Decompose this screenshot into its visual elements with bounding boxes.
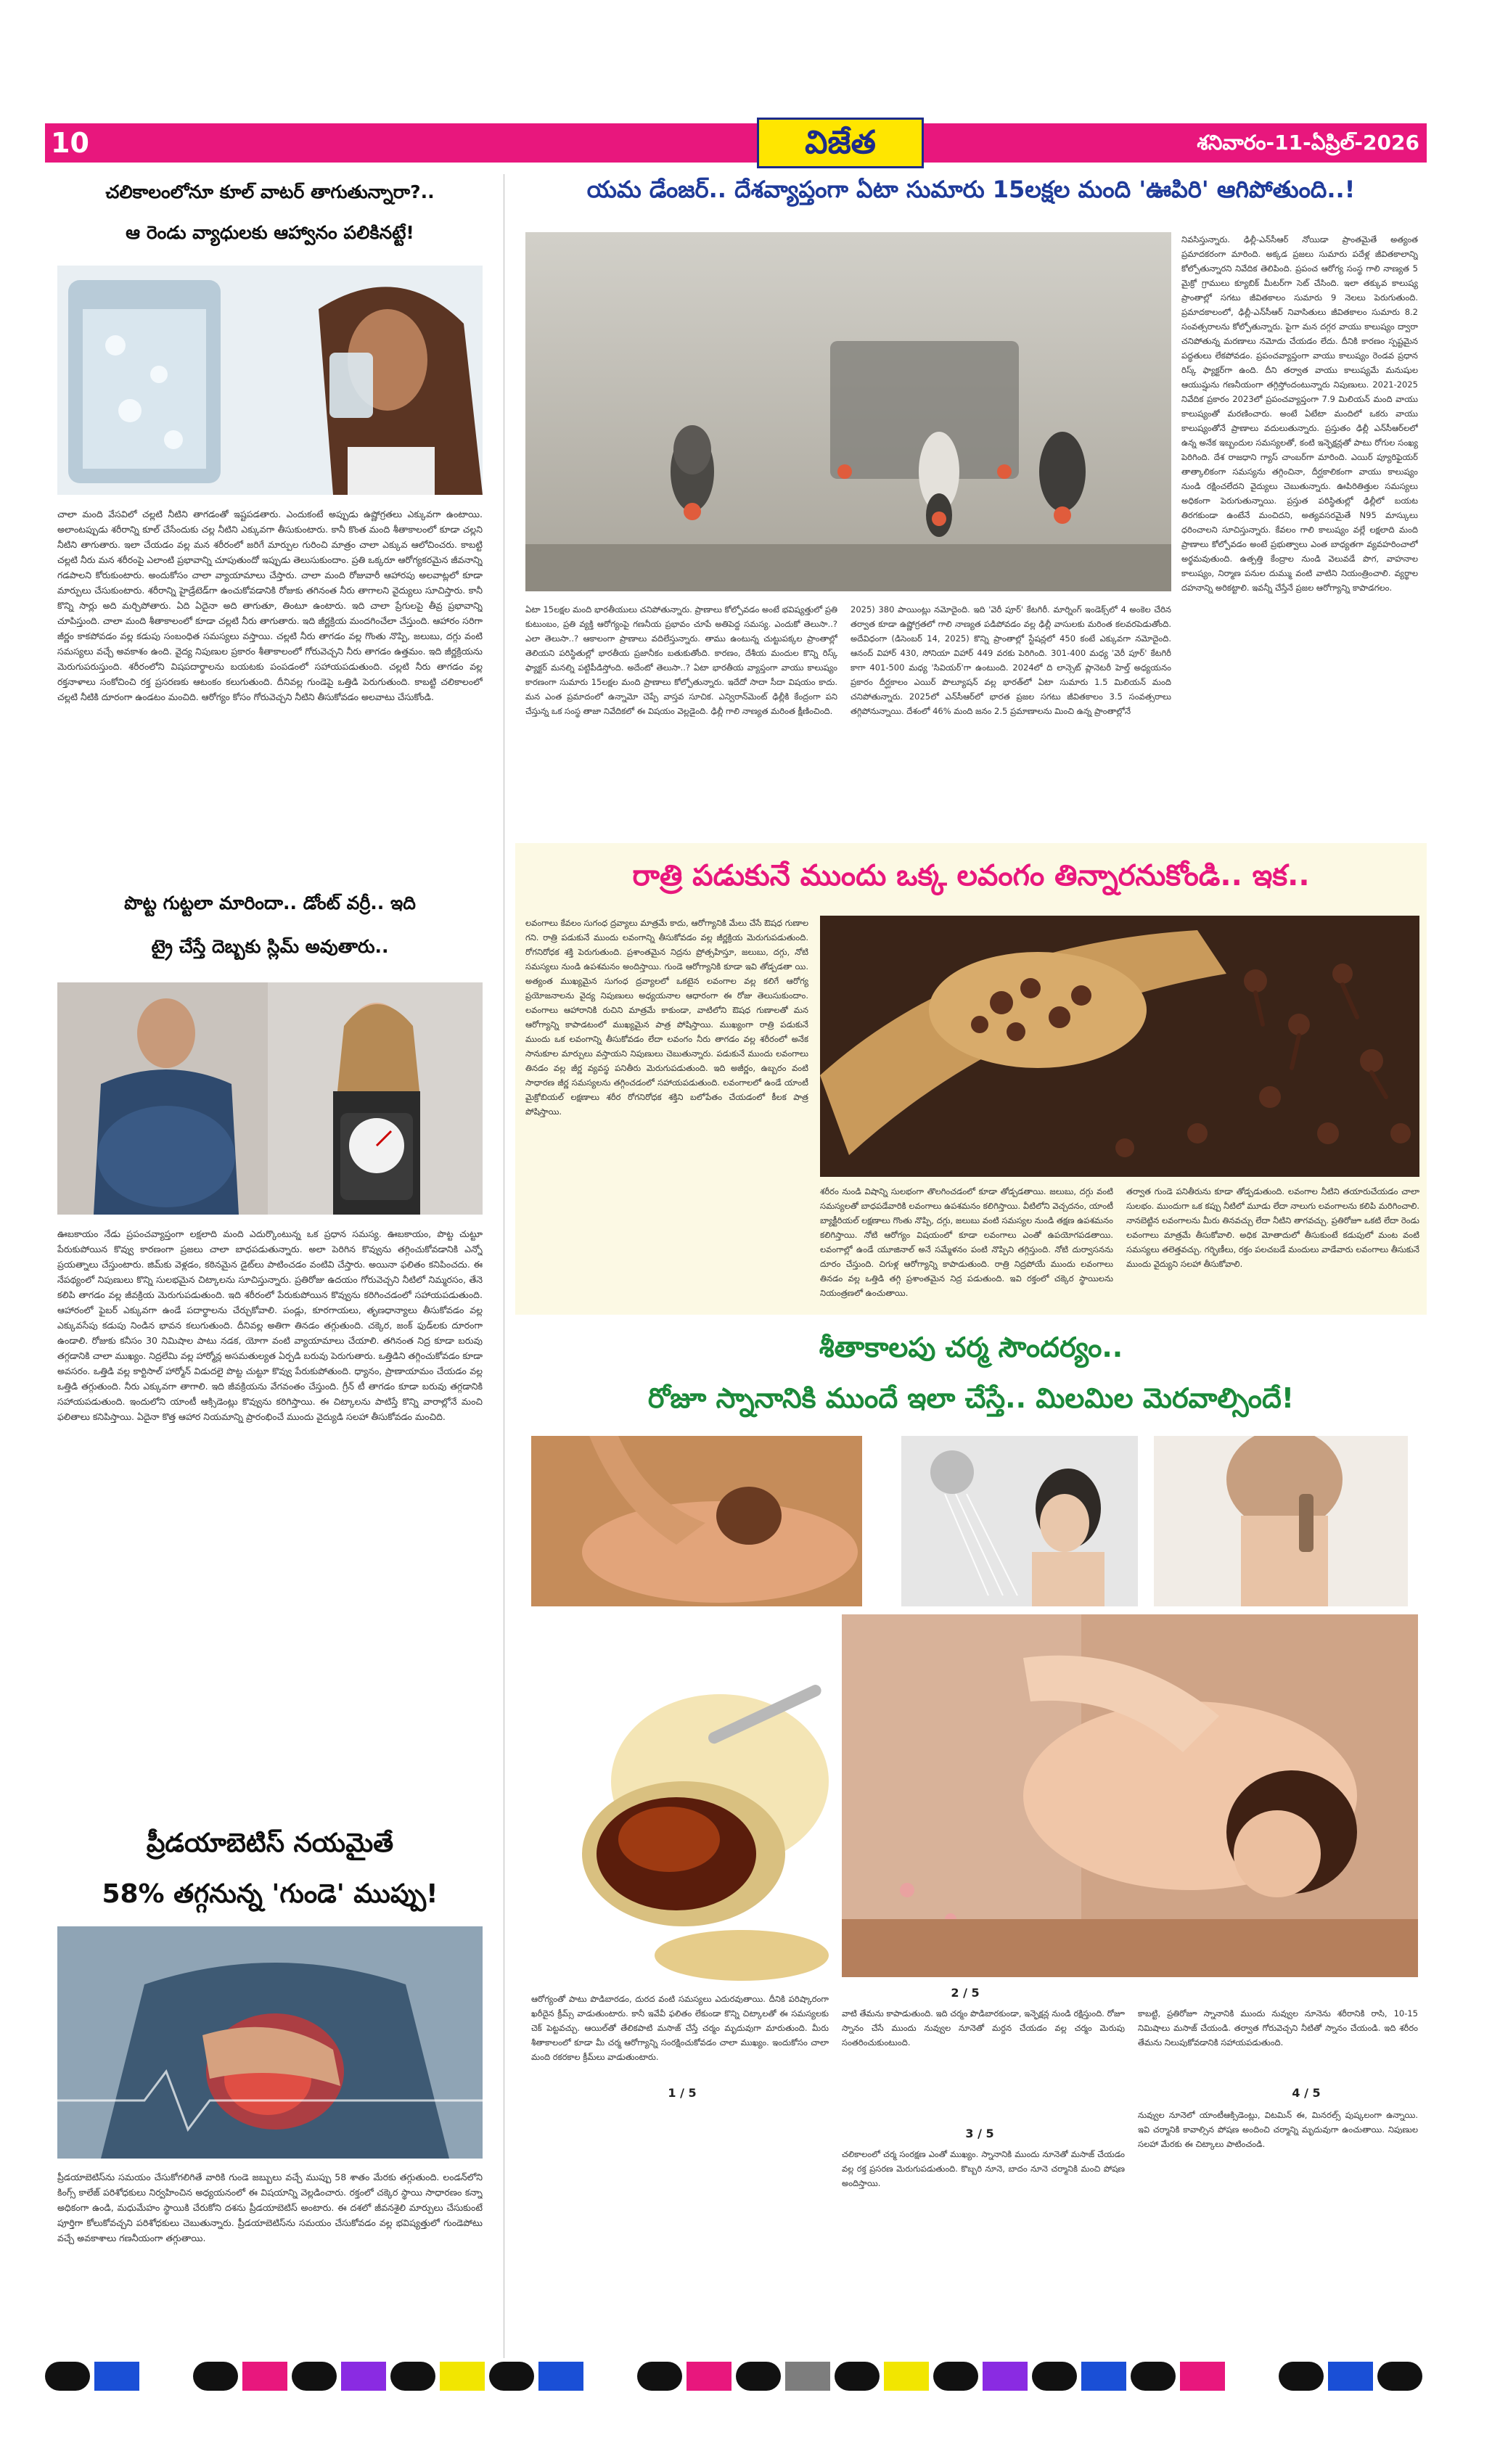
strip-swatch: [1377, 2362, 1422, 2391]
paper-logo: [757, 118, 924, 168]
prediabetes-body: ప్రీడయాబెటిస్‌ను సమయం చేసుకోగలిగితే వారికి గుండె జబ్బులు వచ్చే ముప్పు 58 శాతం మేరకు తగ్గుతుంది. లండన్‌లోని కింగ్స్ కాలేజ్ పరిశోధకులు నిర్వహించిన అధ్యయనంలో ఈ విషయాన్ని వెల్లడించారు. రక్తంలో చక్కెర స్థాయి సాధారణం కన్నా అధికంగా ఉండి, మధుమేహం స్థాయికి చేరుకోని దశను ప్రీడయాబెటిస్ అంటారు. ఈ దశలో జీవనశైలి మార్పులు చేసుకుంటే పూర్తిగా కోలుకోవచ్చని పరిశోధకులు చెబుతున్నారు. ప్రీడయాబెటిస్‌ను సమయం చేసుకోవడం వల్ల భవిష్యత్తులో గుండెపోటు వచ్చే అవకాశాలు గణనీయంగా తగ్గుతాయి.: [57, 2172, 483, 2243]
strip-swatch: [1032, 2362, 1077, 2391]
cool-water-headline-2: ఆ రెండు వ్యాధులకు ఆహ్వానం పలికినట్టే!: [126, 222, 414, 243]
skin-body-left: ఆరోగ్యంతో పాటు పొడిబారడం, దురద వంటి సమస్యలు ఎదురవుతాయి. దీనికి పరిష్కారంగా ఖరీదైన క్రీమ్స్ వాడుతుంటారు. కానీ ఇవేవీ ఫలితం లేకుండా కొన్ని చిట్కాలతో ఈ సమస్యలకు చెక్ పెట్టవచ్చు. ఆయిల్‌తో తేలికపాటి మసాజ్ చేస్తే చర్మం మృదువుగా మారుతుంది. మీరు శీతాకాలంలో కూడా మీ చర్మ ఆరోగ్యాన్ని సంరక్షించుకోవడం చాలా ముఖ్యం. ఇందుకోసం చాలా మంది రకరకాల క్రీమ్‌లు వాడుతుంటారు.: [531, 1994, 829, 2062]
skin-body-right-2: నువ్వుల నూనెలో యాంటీఆక్సిడెంట్లు, విటమిన్ ఈ, మినరల్స్ పుష్కలంగా ఉన్నాయి. ఇవి చర్మానికి కావాల్సిన పోషణ అందించి చర్మాన్ని మృదువుగా ఉంచుతాయి. నిపుణుల సలహా మేరకు ఈ చిట్కాలు పాటించండి.: [1138, 2110, 1418, 2149]
paper-name: విజేత: [805, 124, 876, 161]
strip-swatch: [1229, 2362, 1274, 2391]
pollution-body-bottom-1: ఏటా 15లక్షల మంది భారతీయులు చనిపోతున్నారు. ప్రాణాలు కోల్పోవడం అంటే భవిష్యత్తులో ప్రతి కుటుంబం, ప్రతి వ్యక్తి ఆరోగ్యంపై గణనీయ ప్రభావం చూపే అతిపెద్ద సమస్య. ఎందుకో తెలుసా..? ఎలా తెలుసా..? ఆకాలంగా ప్రాణాలు వదిలేస్తున్నారు. తాము ఉంటున్న చుట్టుపక్కల ప్రాంతాల్లో తెలియని పరిస్థితుల్లో భారతీయ ప్రజానీకం బతుకుతోంది. కారణం, దేశీయ మందుల కొన్ని రిస్క్ ఫ్యాక్టర్ మనల్ని పట్టిపీడిస్తోంది. అదేంటో తెలుసా..? ఏటా భారతీయ వ్యాప్తంగా వాయు కాలుష్యం కారణంగా సుమారు 15లక్షల మంది ప్రాణాలు కోల్పోతున్నారు. ఇదేదో సాదా సీదా విషయం కాదు. మన ఎంత ప్రమాదంలో ఉన్నామో చెప్పే వాస్తవ సూచిక. ఎన్విరాన్‌మెంట్ ఢిల్లీకి కేంద్రంగా పని చేస్తున్న ఒక సంస్థ తాజా నివేదికలో ఈ విషయం వెల్లడైంది. ఢిల్లీ గాలి నాణ్యత మరింత క్షీణించింది.: [525, 604, 837, 716]
strip-swatch: [588, 2362, 633, 2391]
caption-4-of-5: 4 / 5: [1292, 2086, 1321, 2100]
strip-swatch: [144, 2362, 189, 2391]
date-line: శనివారం-11-ఏప్రిల్-2026: [1197, 131, 1419, 155]
strip-swatch: [489, 2362, 534, 2391]
page-number: 10: [51, 127, 89, 159]
skin-serum-photo: [1154, 1436, 1408, 1606]
skin-article: [515, 1317, 1427, 2362]
heart-pain-photo: [57, 1926, 483, 2159]
strip-swatch: [341, 2362, 386, 2391]
weight-loss-photo: [57, 982, 483, 1215]
smog-traffic-photo: [525, 232, 1171, 591]
strip-swatch: [1131, 2362, 1176, 2391]
strip-swatch: [933, 2362, 978, 2391]
cloves-spoon-photo: [820, 916, 1419, 1177]
belly-body: ఊబకాయం నేడు ప్రపంచవ్యాప్తంగా లక్షలాది మంది ఎదుర్కొంటున్న ఒక ప్రధాన సమస్య. ఊబకాయం, పొట్ట చుట్టూ పేరుకుపోయిన కొవ్వు కారణంగా ప్రజలు చాలా బాధపడుతున్నారు. అలా పెరిగిన కొవ్వును తగ్గించుకోవడానికి ఎన్నో ప్రయత్నాలు చేస్తుంటారు. జిమ్‌కు వెళ్లడం, కఠినమైన డైట్‌లు పాటించడం వంటివి చేస్తారు. అయినా ఫలితం కనిపించదు. ఈ నేపథ్యంలో నిపుణులు కొన్ని సులభమైన చిట్కాలను సూచిస్తున్నారు. ప్రతిరోజు ఉదయం గోరువెచ్చని నీటిలో నిమ్మరసం, తేనె కలిపి తాగడం వల్ల జీవక్రియ మెరుగుపడుతుంది. ఇది శరీరంలో పేరుకుపోయిన కొవ్వును కరిగించడంలో సహాయపడుతుంది. ఆహారంలో ఫైబర్ ఎక్కువగా ఉండే పదార్థాలను చేర్చుకోవాలి. పండ్లు, కూరగాయలు, తృణధాన్యాలు తీసుకోవడం వల్ల ఎక్కువసేపు కడుపు నిండిన భావన కలుగుతుంది. దీనివల్ల అతిగా తినడం తగ్గుతుంది. చక్కెర, జంక్ ఫుడ్‌లకు దూరంగా ఉండాలి. రోజుకు కనీసం 30 నిమిషాల పాటు నడక, యోగా వంటి వ్యాయామాలు చేయాలి. తగినంత నిద్ర కూడా బరువు తగ్గడానికి చాలా ముఖ్యం. నిద్రలేమి వల్ల హార్మోన్ల అసమతుల్యత ఏర్పడి బరువు పెరుగుతారు. ఒత్తిడిని తగ్గించుకోవడం కూడా అవసరం. ఒత్తిడి వల్ల కార్టిసాల్ హార్మోన్ విడుదలై పొట్ట చుట్టూ కొవ్వు పేరుకుపోతుంది. ధ్యానం, ప్రాణాయామం చేయడం వల్ల ఒత్తిడి తగ్గుతుంది. నీరు ఎక్కువగా తాగాలి. ఇది జీవక్రియను వేగవంతం చేస్తుంది. గ్రీన్ టీ తాగడం కూడా బరువు తగ్గడానికి సహాయపడుతుంది. ఇందులోని యాంటీ ఆక్సిడెంట్లు కొవ్వును కరిగిస్తాయి. ఈ చిట్కాలను పాటిస్తే కొన్ని వారాల్లోనే మంచి ఫలితాలు కనిపిస్తాయి. ఏదైనా కొత్త ఆహార నియమాన్ని ప్రారంభించే ముందు వైద్యుడి సలహా తీసుకోవడం మంచిది.: [57, 1228, 483, 1422]
pollution-body-right: నివసిస్తున్నారు. ఢిల్లీ-ఎన్‌సీఆర్ నోయిడా ప్రాంతమైతే అత్యంత ప్రమాదకరంగా మారింది. అక్కడ ప్రజలు సుమారు పదేళ్ల జీవితకాలాన్ని కోల్పోతున్నారని నివేదిక తెలిపింది. ప్రపంచ ఆరోగ్య సంస్థ గాలి నాణ్యత 5 మైక్రో గ్రాములు క్యూబిక్ మీటర్‌గా సెట్ చేసింది. ఇలా తక్కువ కాలుష్య ప్రాంతాల్లో సగటు జీవితకాలం సుమారు 9 నెలలు పెరుగుతుంది. ప్రమాదకాలంలో, ఢిల్లీ-ఎన్‌సీఆర్ నివాసితులు జీవితకాలం సుమారు 8.2 సంవత్సరాలను కోల్పోతున్నారు. పైగా మన దగ్గర వాయు కాలుష్యం ద్వారా చనిపోతున్న మరణాలు నమోదు చేయడం లేదు. దీనికి కారణం స్పష్టమైన పద్ధతులు లేకపోవడం. ప్రపంచవ్యాప్తంగా వాయు కాలుష్యం రెండవ ప్రధాన రిస్క్ ఫ్యాక్టర్‌గా ఉంది. దీని తర్వాత వాయు కాలుష్యమే మనుషుల ఆయుష్షును గణనీయంగా తగ్గిస్తోందంటున్నారు నిపుణులు. 2021-2025 నివేదిక ప్రకారం 2023లో ప్రపంచవ్యాప్తంగా 7.9 మిలియన్ మంది వాయు కాలుష్యంతో మరణించారు. అంటే ఏటేటా మందిలో ఒకరు వాయు కాలుష్యంతోనే ప్రాణాలు వదులుతున్నారు. ప్రస్తుతం ఢిల్లీ ఎన్‌సీఆర్‌లలో ఉన్న అనేక ఇబ్బందుల సమస్యలతో, కంటి ఇన్ఫెక్షన్లతో పాటు రోగుల సంఖ్య పెరిగింది. దేశ రాజధాని గ్యాస్ చాంబర్‌గా మారింది. ఎయిర్ ప్యూరిఫైయర్ తాత్కాలికంగా సమస్యను తగ్గించినా, దీర్ఘకాలికంగా వాయు కాలుష్యం నుండి రక్షించలేదని వైద్యులు చెబుతున్నారు. ఊపిరితిత్తుల సమస్యలు అధికంగా పెరుగుతున్నాయి. ప్రస్తుత పరిస్థితుల్లో ఢిల్లీలో బయట తిరగకుండా ఉంటేనే మంచిదని, అత్యవసరమైతే N95 మాస్కులు ధరించాలని సూచిస్తున్నారు. కేవలం గాలి కాలుష్యం వల్లే లక్షలాది మంది ప్రాణాలు కోల్పోవడం అంటే ప్రభుత్వాలు ఎంత బాధ్యతగా వ్యవహరించాలో అర్థమవుతుంది. ఉత్పత్తి కేంద్రాల నుండి వెలువడే పొగ, వాహనాల కాలుష్యం, నిర్మాణ పనుల దుమ్ము వంటి వాటిని నియంత్రించాలి. వ్యర్థాల దహనాన్ని అరికట్టాలి. ఇవన్నీ చేస్తేనే ప్రజల ఆరోగ్యాన్ని కాపాడగలం.: [1181, 234, 1418, 593]
cool-water-body: చాలా మంది వేసవిలో చల్లటి నీటిని తాగడంతో ఇష్టపడతారు. ఎందుకంటే అప్పుడు ఉష్ణోగ్రతలు ఎక్కువగా ఉంటాయి. అలాంటప్పుడు శరీరాన్ని కూల్ చేసేందుకు చల్ల నీటిని ఎక్కువగా తీసుకుంటారు. కానీ కొంత మంది శీతాకాలంలో కూడా చల్లని నీటిని తాగుతారు. ఇలా చేయడం వల్ల మన శరీరంలో జరిగే మార్పుల గురించి మాత్రం చాలా ఎక్కువ ఆలోచించరు. కాబట్టి చల్లటి నీరు మన శరీరంపై ఎలాంటి ప్రభావాన్ని చూపుతుందో ఇప్పుడు తెలుసుకుందాం. ప్రతి ఒక్కరూ ఆరోగ్యకరమైన జీవనాన్ని గడపాలని కోరుకుంటారు. అందుకోసం చాలా వ్యాయామాలు చేస్తారు. చాలా మంది రోజువారీ ఆహారపు అలవాట్లలో కూడా మార్పులు చేసుకుంటారు. శరీరాన్ని హైడ్రేటెడ్‌గా ఉంచుకోవడానికి రోజుకు తగినంత నీరు తాగాలని వైద్యులు సూచిస్తారు. కానీ కొన్ని సార్లు అది మర్చిపోతారు. ఏది ఏదైనా అది తాగుతూ, తింటూ ఉంటారు. ఇది చాలా ప్రేగులపై తీవ్ర ప్రభావాన్ని చూపిస్తుంది. చాలా మంది శీతాకాలంలో కూడా చల్లటి నీరు తాగుతారు. ఇది జీర్ణక్రియ మందగించేలా చేస్తుంది. ఆహారం సరిగా జీర్ణం కాకపోవడం వల్ల కడుపు సంబంధిత సమస్యలు వస్తాయి. చల్లటి నీరు తాగడం వల్ల గొంతు నొప్పి, జలుబు, దగ్గు వంటి సమస్యలు వచ్చే అవకాశం ఉంది. వైద్య నిపుణుల ప్రకారం శీతాకాలంలో గోరువెచ్చని నీరు తాగడం ఉత్తమం. ఇది జీర్ణక్రియను మెరుగుపరుస్తుంది. శరీరంలోని విషపదార్థాలను బయటకు పంపడంలో సహాయపడుతుంది. చల్లటి నీరు తాగడం వల్ల రక్తనాళాలు సంకోచించి రక్త ప్రసరణకు ఆటంకం కలుగుతుంది. దీనివల్ల గుండెపై ఒత్తిడి పెరుగుతుంది. కాబట్టి చలికాలంలో చల్లటి నీటికి దూరంగా ఉండటం మంచిది. ఆరోగ్యం కోసం గోరువెచ్చని నీటిని తీసుకోవడం అలవాటు చేసుకోండి.: [57, 509, 483, 702]
pollution-article: [515, 167, 1427, 842]
left-column: [45, 167, 495, 2362]
strip-swatch: [193, 2362, 238, 2391]
strip-swatch: [440, 2362, 485, 2391]
pollution-body-bottom-2: 2025) 380 పాయింట్లు నమోదైంది. ఇది 'వెరీ పూర్' కేటగిరీ. మార్నింగ్ ఇండెక్స్‌లో 4 అంకెల చేరిన తర్వాత కూడా ఉష్ణోగ్రతలో గాలి నాణ్యత పడిపోవడం వల్ల ఢిల్లీ వాసులకు మరింత కలవరపెడుతోంది. అదేవిధంగా (డిసెంబర్ 14, 2025) కొన్ని ప్రాంతాల్లో స్టేషన్లలో 450 కంటే ఎక్కువగా నమోదైంది. ఆనంద్ విహార్ 430, సోనియా విహార్ 449 వరకు పెరిగింది. 301-400 మధ్య 'వెరీ పూర్' కేటగిరీ కాగా 401-500 మధ్య 'సివియర్‌'గా ఉంటుంది. 2024లో ది లాన్సెట్ ప్లానెటరీ హెల్త్ అధ్యయనం ప్రకారం దీర్ఘకాలం ఎయిర్ పొల్యూషన్ వల్ల భారత్‌లో ఏటా సుమారు 1.5 మిలియన్ మంది చనిపోతున్నారు. 2025లో ఎన్‌సీఆర్‌లో భారత ప్రజల సగటు జీవితకాలం 3.5 సంవత్సరాలు తగ్గిపోనున్నాయి. దేశంలో 46% మంది జనం 2.5 ప్రమాణాలను మించి ఉన్న ప్రాంతాల్లోనే: [851, 604, 1171, 716]
cool-water-headline-1: చలికాలంలోనూ కూల్ వాటర్ తాగుతున్నారా?..: [105, 181, 435, 202]
skin-body-right-1: కాబట్టి, ప్రతిరోజూ స్నానానికి ముందు నువ్వుల నూనెను శరీరానికి రాసి, 10-15 నిమిషాలు మసాజ్ చేయండి. తర్వాత గోరువెచ్చని నీటితో స్నానం చేయండి. ఇది శరీరం తేమను నిలుపుకోవడానికి సహాయపడుతుంది.: [1138, 2008, 1418, 2048]
skin-headline-1: శీతాకాలపు చర్మ సౌందర్యం..: [819, 1331, 1123, 1363]
belly-headline-1: పొట్ట గుట్టలా మారిందా.. డోంట్ వర్రీ.. ఇది: [124, 892, 416, 913]
strip-swatch: [390, 2362, 435, 2391]
strip-swatch: [538, 2362, 583, 2391]
caption-1-of-5: 1 / 5: [668, 2086, 697, 2100]
skin-body-mid-1: వాటి తేమను కాపాడుతుంది. ఇది చర్మం పొడిబారకుండా, ఇన్ఫెక్షన్ల నుండి రక్షిస్తుంది. రోజూ స్నానం చేసే ముందు నువ్వుల నూనెతో మర్దన చేయడం వల్ల చర్మం మెరుపు సంతరించుకుంటుంది.: [842, 2008, 1125, 2048]
shower-photo: [901, 1436, 1138, 1606]
pollution-headline: యమ డేంజర్.. దేశవ్యాప్తంగా ఏటా సుమారు 15లక్షల మంది 'ఊపిరి' ఆగిపోతుంది..!: [586, 176, 1356, 203]
sesame-oil-photo: [531, 1614, 829, 1984]
back-massage-photo: [842, 1614, 1418, 1977]
color-registration-strip: [45, 2362, 1427, 2391]
strip-swatch: [835, 2362, 880, 2391]
clove-body-mid: శరీరం నుండి విషాన్ని సులభంగా తొలగించడంలో కూడా తోడ్పడతాయి. జలుబు, దగ్గు వంటి సమస్యలతో బాధపడేవారికి లవంగాలు ఉపశమనం కలిగిస్తాయి. వీటిలోని వెచ్చదనం, యాంటీ బ్యాక్టీరియల్ లక్షణాలు గొంతు నొప్పి, దగ్గు, జలుబు వంటి సమస్యల నుండి తక్షణ ఉపశమనం కలిగిస్తాయి. నోటి ఆరోగ్యం విషయంలో కూడా లవంగాలు ఎంతో ఉపయోగపడతాయి. లవంగాల్లో ఉండే యూజినాల్ అనే సమ్మేళనం పంటి నొప్పిని తగ్గిస్తుంది. నోటి దుర్వాసనను దూరం చేస్తుంది. చిగుళ్ల ఆరోగ్యాన్ని కాపాడుతుంది. రాత్రి నిద్రపోయే ముందు లవంగాలు తినడం వల్ల ఒత్తిడి తగ్గి ప్రశాంతమైన నిద్ర పడుతుంది. ఇవి రక్తంలో చక్కెర స్థాయిలను నియంత్రణలో ఉంచుతాయి.: [820, 1186, 1113, 1298]
clove-headline: రాత్రి పడుకునే ముందు ఒక్క లవంగం తిన్నారనుకోండి.. ఇక..: [632, 859, 1310, 892]
clove-article: [515, 843, 1427, 1315]
strip-swatch: [1081, 2362, 1126, 2391]
strip-swatch: [736, 2362, 781, 2391]
caption-2-of-5: 2 / 5: [951, 1986, 980, 2000]
strip-swatch: [637, 2362, 682, 2391]
strip-swatch: [1328, 2362, 1373, 2391]
clove-body-left: లవంగాలు కేవలం సుగంధ ద్రవ్యాలు మాత్రమే కాదు, ఆరోగ్యానికి మేలు చేసే ఔషధ గుణాల గని. రాత్రి పడుకునే ముందు లవంగాన్ని తీసుకోవడం వల్ల జీర్ణక్రియ మెరుగుపడుతుంది. రోగనిరోధక శక్తి పెరుగుతుంది. ప్రశాంతమైన నిద్రను ప్రోత్సహిస్తూ, జలుబు, దగ్గు, నోటి సమస్యలు నుండి ఉపశమనం అందిస్తాయి. గుండె ఆరోగ్యానికి కూడా ఇవి తోడ్పడతా యి. అత్యంత ముఖ్యమైన సుగంధ ద్రవ్యాలలో ఒకటైన లవంగాల వల్ల కలిగే ఆరోగ్య ప్రయోజనాలను వైద్య నిపుణులు అధ్యయనాల ఆధారంగా ఈ రోజు తెలుసుకుందాం. లవంగాలు ఆహారానికి రుచిని మాత్రమే కాకుండా, వాటిలోని ఔషధ గుణాలతో మన ఆరోగ్యాన్ని కాపాడటంలో ముఖ్యమైన పాత్ర పోషిస్తాయి. ముఖ్యంగా రాత్రి పడుకునే ముందు ఒక లవంగాన్ని తీసుకోవడం లేదా లవంగం నీరు తాగడం వల్ల శరీరంలో అనేక సానుకూల మార్పులు వస్తాయని నిపుణులు చెబుతున్నారు. పడుకునే ముందు లవంగాలు తినడం వల్ల జీర్ణ వ్యవస్థ పనితీరు మెరుగుపడుతుంది. ఇది అజీర్ణం, ఉబ్బరం వంటి సాధారణ జీర్ణ సమస్యలను తగ్గించడంలో సహాయపడుతుంది. లవంగాలలో ఉండే యాంటీ మైక్రోబియల్ లక్షణాలు శరీర రోగనిరోధక శక్తిని బలోపేతం చేయడంలో కీలక పాత్ర పోషిస్తాయి.: [525, 918, 808, 1117]
skin-headline-2: రోజూ స్నానానికి ముందే ఇలా చేస్తే.. మిలమిల మెరవాల్సిందే!: [647, 1382, 1295, 1414]
strip-swatch: [292, 2362, 337, 2391]
drinking-water-photo: [57, 266, 483, 495]
strip-swatch: [45, 2362, 90, 2391]
strip-swatch: [1279, 2362, 1324, 2391]
clove-body-right: తర్వాత గుండె పనితీరును కూడా తోడ్పడుతుంది. లవంగాల నీటిని తయారుచేయడం చాలా సులభం. ముందుగా ఒక కప్పు నీటిలో మూడు లేదా నాలుగు లవంగాలను కలిపి మరిగించాలి. నానబెట్టిన లవంగాలను మీరు తినవచ్చు లేదా నీటిని తాగవచ్చు. ప్రతిరోజూ ఒకటి లేదా రెండు లవంగాలు మాత్రమే తీసుకోవాలి. అధిక మోతాదులో తీసుకుంటే కడుపులో మంట వంటి సమస్యలు తలెత్తవచ్చు. గర్భిణీలు, రక్తం పలచబడే మందులు వాడేవారు లవంగాలు తీసుకునే ముందు వైద్యుని సలహా తీసుకోవాలి.: [1126, 1186, 1419, 1269]
strip-swatch: [884, 2362, 929, 2391]
caption-3-of-5: 3 / 5: [965, 2127, 994, 2140]
prediabetes-headline-1: ప్రీడయాబెటిస్ నయమైతే: [146, 1828, 394, 1858]
strip-swatch: [785, 2362, 830, 2391]
oil-massage-photo: [531, 1436, 862, 1606]
prediabetes-headline-2: 58% తగ్గనున్న 'గుండె' ముప్పు!: [102, 1879, 438, 1909]
strip-swatch: [1180, 2362, 1225, 2391]
skin-body-mid-2: చలికాలంలో చర్మ సంరక్షణ ఎంతో ముఖ్యం. స్నానానికి ముందు నూనెతో మసాజ్ చేయడం వల్ల రక్త ప్రసరణ మెరుగుపడుతుంది. కొబ్బరి నూనె, బాదం నూనె చర్మానికి మంచి పోషణ అందిస్తాయి.: [842, 2149, 1125, 2188]
strip-swatch: [242, 2362, 287, 2391]
strip-swatch: [94, 2362, 139, 2391]
strip-swatch: [983, 2362, 1028, 2391]
strip-swatch: [687, 2362, 731, 2391]
belly-headline-2: ట్రై చేస్తే దెబ్బకు స్లిమ్ అవుతారు..: [151, 936, 389, 957]
